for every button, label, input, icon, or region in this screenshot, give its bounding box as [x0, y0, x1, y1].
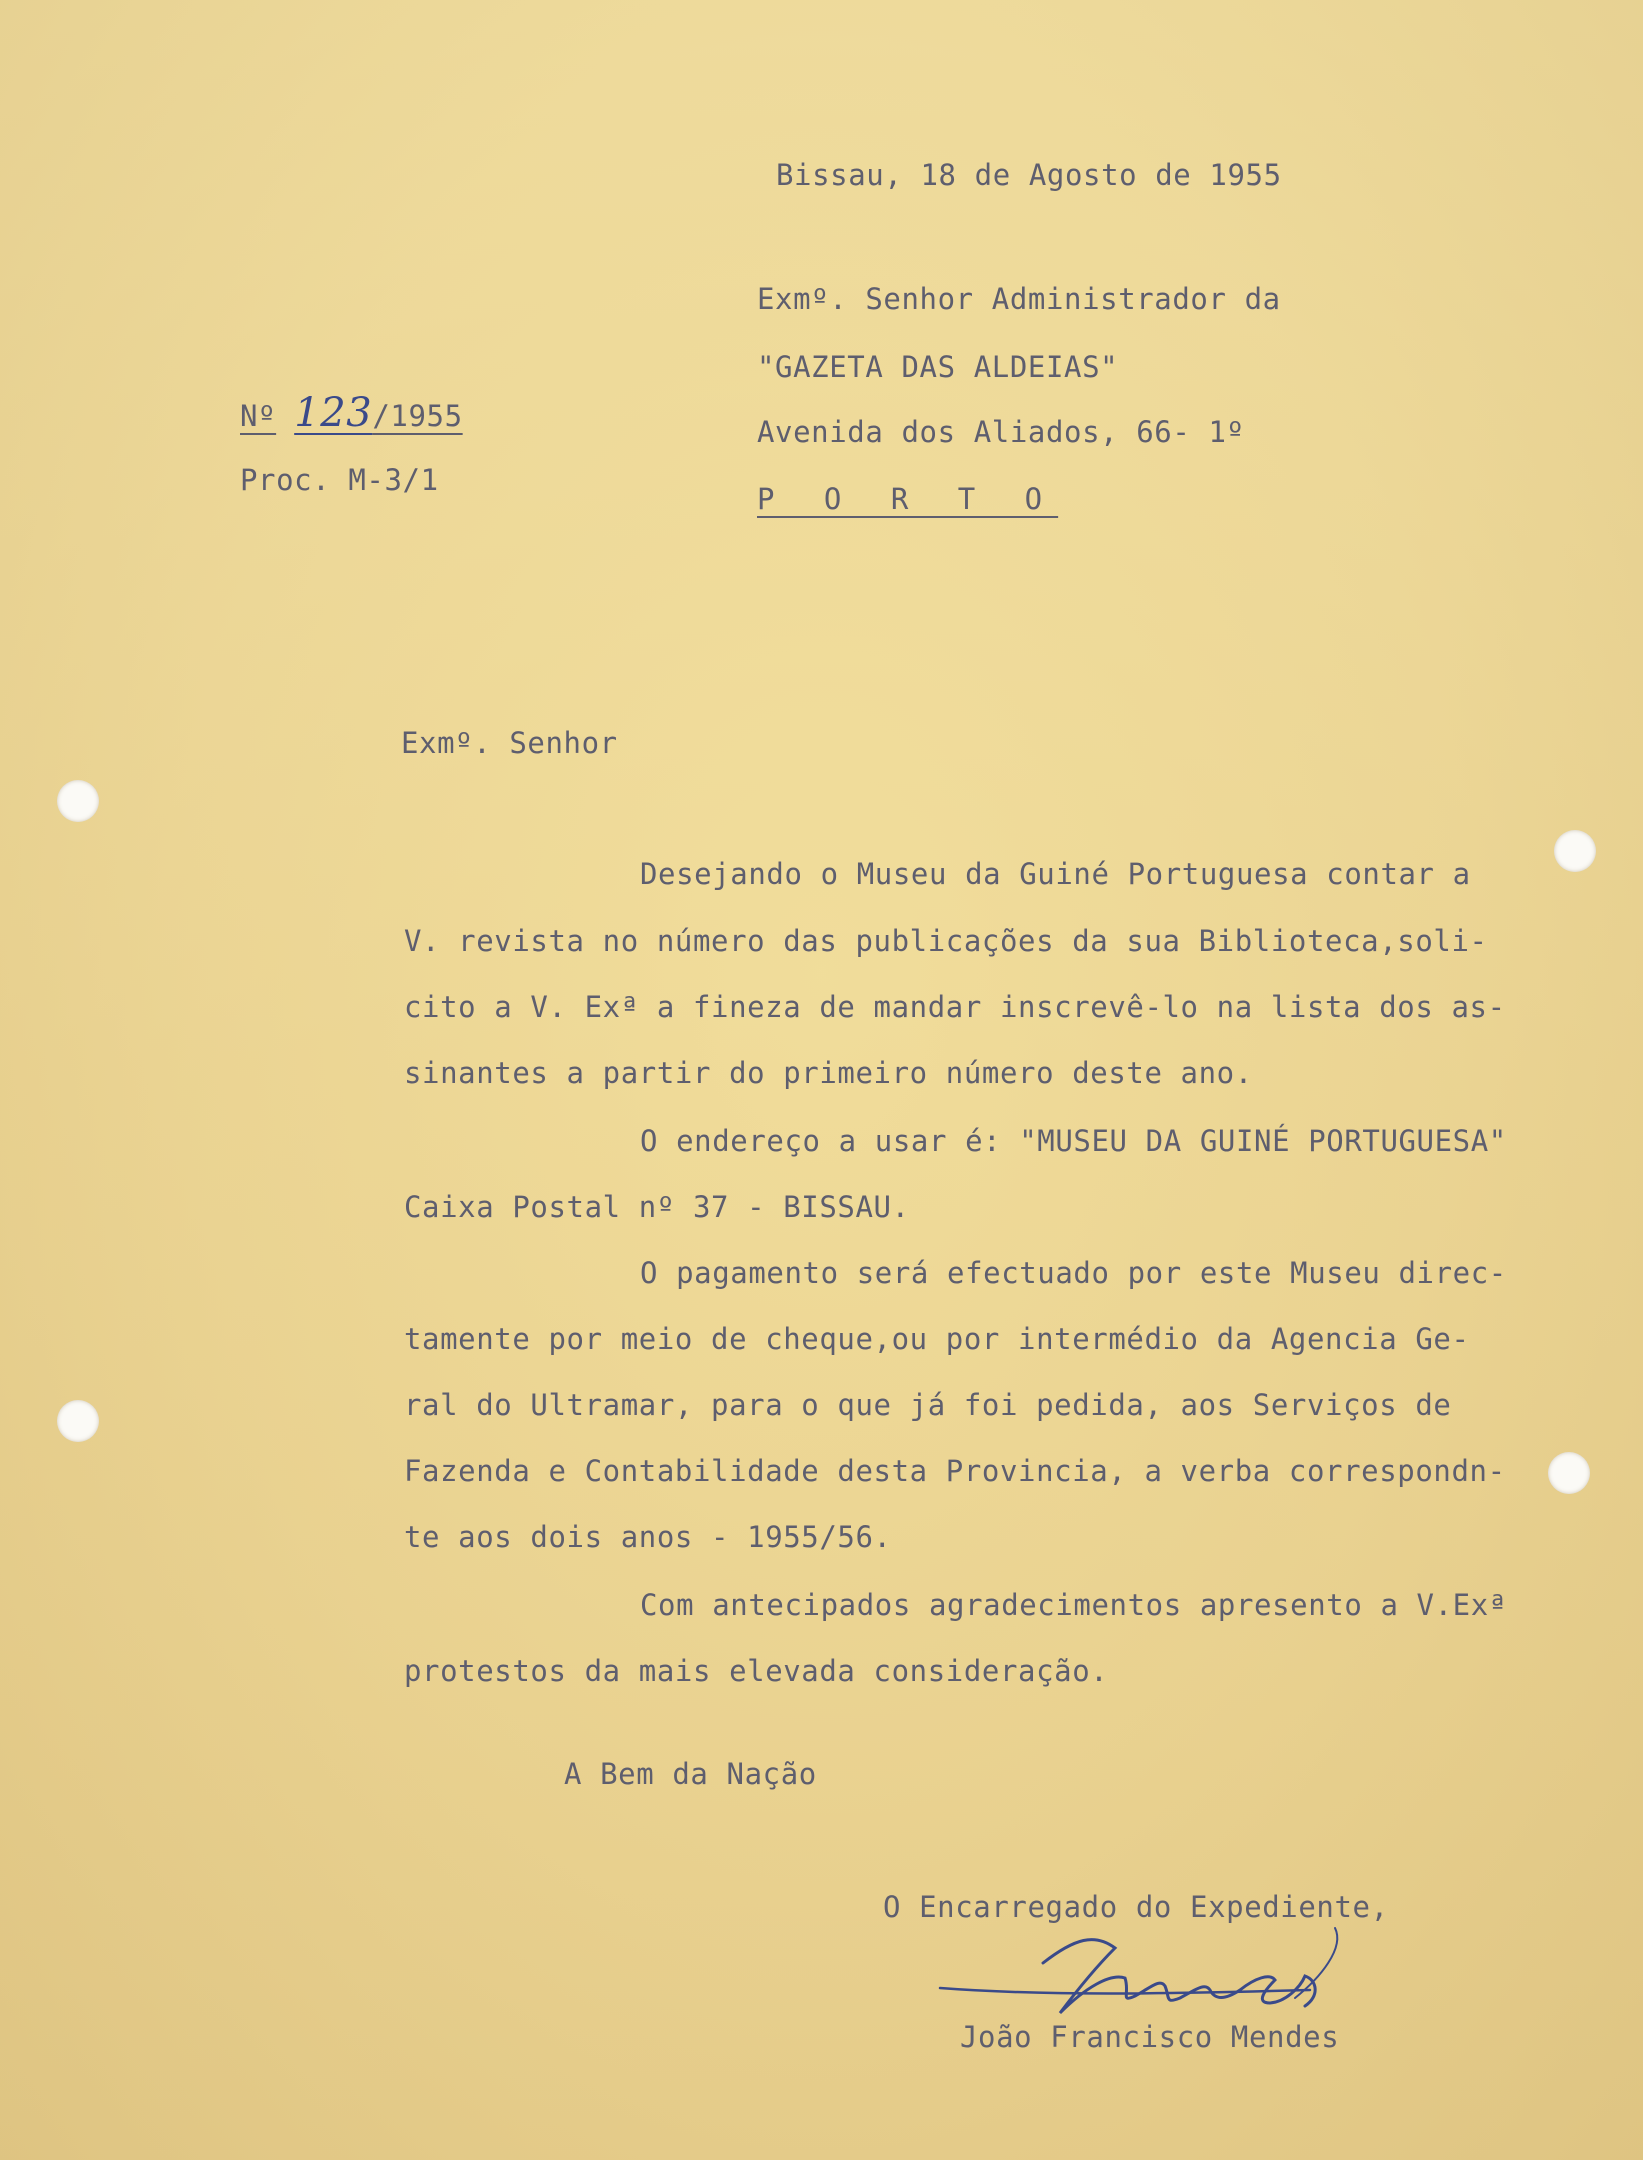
body-line-7: O pagamento será efectuado por este Museu direc-: [640, 1256, 1507, 1290]
reference-number-year: /1955: [372, 399, 463, 433]
salutation: Exmº. Senhor: [401, 726, 618, 760]
addressee-line-2: "GAZETA DAS ALDEIAS": [757, 350, 1119, 384]
date-line: Bissau, 18 de Agosto de 1955: [776, 158, 1282, 192]
body-line-10: Fazenda e Contabilidade desta Provincia, a verba correspondn-: [404, 1454, 1506, 1488]
body-line-3: cito a V. Exª a fineza de mandar inscrevê-lo na lista dos as-: [404, 990, 1506, 1024]
body-line-1: Desejando o Museu da Guiné Portuguesa contar a: [640, 857, 1471, 891]
body-line-13: protestos da mais elevada consideração.: [404, 1654, 1109, 1688]
reference-number-prefix: Nº: [240, 399, 277, 433]
signature-title: O Encarregado do Expediente,: [883, 1890, 1389, 1924]
body-line-11: te aos dois anos - 1955/56.: [404, 1520, 892, 1554]
body-line-6: Caixa Postal nº 37 - BISSAU.: [404, 1190, 910, 1224]
punch-hole-right-upper: [1554, 830, 1596, 872]
punch-hole-left-upper: [57, 780, 99, 822]
addressee-line-1: Exmº. Senhor Administrador da: [757, 282, 1281, 316]
closing: A Bem da Nação: [564, 1757, 817, 1791]
body-line-8: tamente por meio de cheque,ou por intermédio da Agencia Ge-: [404, 1322, 1470, 1356]
addressee-city: P O R T O: [757, 482, 1059, 516]
punch-hole-right-lower: [1548, 1452, 1590, 1494]
punch-hole-left-lower: [57, 1400, 99, 1442]
body-line-12: Com antecipados agradecimentos apresento a V.Exª: [640, 1588, 1507, 1622]
reference-number: [240, 390, 463, 436]
addressee-line-3: Avenida dos Aliados, 66- 1º: [757, 415, 1245, 449]
body-line-2: V. revista no número das publicações da sua Biblioteca,soli-: [404, 924, 1488, 958]
reference-number-handwritten: 123: [294, 390, 373, 436]
signature-name: João Francisco Mendes: [960, 2020, 1340, 2054]
reference-process: Proc. M-3/1: [240, 463, 439, 497]
body-line-5: O endereço a usar é: "MUSEU DA GUINÉ PORTUGUESA": [640, 1124, 1507, 1158]
body-line-4: sinantes a partir do primeiro número deste ano.: [404, 1056, 1253, 1090]
body-line-9: ral do Ultramar, para o que já foi pedida, aos Serviços de: [404, 1388, 1452, 1422]
